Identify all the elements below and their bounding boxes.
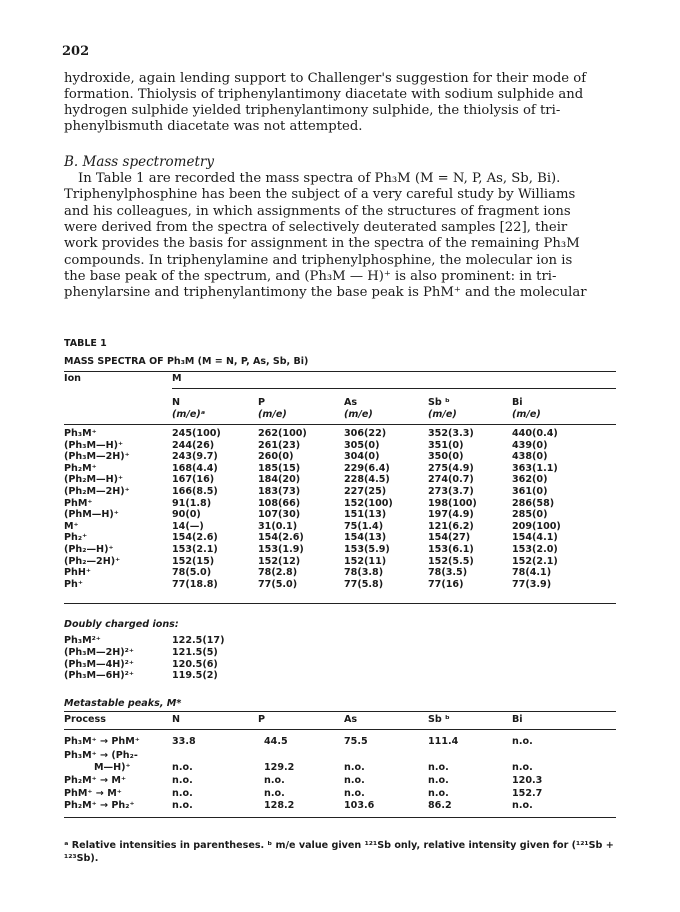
table-cell: 108(66) — [258, 497, 301, 509]
table-cell: 78(3.8) — [344, 567, 384, 579]
table-rule — [64, 817, 616, 818]
table-row-ion: PhM⁺ — [64, 497, 93, 509]
table-title: MASS SPECTRA OF Ph₃M (M = N, P, As, Sb, Bi) — [64, 356, 309, 367]
table-footnote-continued: ¹²³Sb). — [64, 853, 99, 864]
table-cell: 244(26) — [172, 439, 215, 451]
table-cell: 183(73) — [258, 486, 301, 497]
paragraph-2-line: compounds. In triphenylamine and triphenylphosphine, the molecular ion is — [64, 252, 573, 268]
doubly-charged-label: Doubly charged ions: — [64, 619, 179, 630]
paragraph-1-line: hydroxide, again lending support to Challenger's suggestion for their mode of — [64, 71, 587, 86]
table-cell: 167(16) — [172, 474, 215, 486]
table-cell: 184(20) — [258, 474, 301, 486]
table-cell: 77(3.9) — [512, 578, 552, 590]
table-cell: 152(11) — [344, 555, 387, 567]
table-cell: 77(18.8) — [172, 578, 218, 590]
metastable-header-col: N — [172, 714, 181, 725]
paragraph-1-line: phenylbismuth diacetate was not attempted. — [64, 119, 363, 134]
table-cell: 152(2.1) — [512, 555, 558, 567]
table-row-ion: (Ph₃M—H)⁺ — [64, 439, 124, 451]
table-footnote: ᵃ Relative intensities in parentheses. ᵇ m/e value given ¹²¹Sb only, relative intensity given for (¹²¹Sb + — [64, 840, 614, 851]
table-cell: 227(25) — [344, 486, 387, 497]
table-cell: 185(15) — [258, 462, 301, 474]
table-cell: 90(0) — [172, 509, 201, 521]
table-cell: 262(100) — [258, 428, 307, 439]
table-row-ion: Ph₃M⁺ — [64, 428, 97, 439]
paragraph-2-line: In Table 1 are recorded the mass spectra of Ph₃M (M = N, P, As, Sb, Bi). — [78, 171, 561, 186]
metastable-cell: n.o. — [344, 788, 365, 799]
table-cell: 168(4.4) — [172, 462, 218, 474]
table-cell: 14(—) — [172, 520, 204, 532]
metastable-row-process: Ph₂M⁺ → Ph₂⁺ — [64, 800, 135, 811]
table-cell: 209(100) — [512, 520, 561, 532]
metastable-header-process: Process — [64, 714, 106, 725]
table-row-ion: (Ph₂—H)⁺ — [64, 544, 114, 555]
doubly-row-ion: (Ph₃M—6H)²⁺ — [64, 670, 134, 682]
table-cell: 198(100) — [428, 497, 477, 509]
table-cell: 261(23) — [258, 439, 301, 451]
table-cell: 439(0) — [512, 439, 548, 451]
table-cell: 154(2.6) — [172, 532, 218, 544]
column-header: Bi — [512, 397, 523, 408]
paragraph-2-line: and his colleagues, in which assignments of the structures of fragment ions — [64, 203, 571, 219]
column-header: N — [172, 397, 181, 408]
metastable-cell: 103.6 — [344, 800, 375, 811]
doubly-row-ion: (Ph₃M—4H)²⁺ — [64, 658, 134, 670]
doubly-row-ion: Ph₃M²⁺ — [64, 635, 101, 646]
metastable-cell: 129.2 — [264, 762, 295, 773]
metastable-cell: n.o. — [428, 788, 449, 799]
table-row-ion: Ph⁺ — [64, 578, 83, 590]
doubly-row-ion: (Ph₃M—2H)²⁺ — [64, 646, 134, 658]
metastable-header-col: Bi — [512, 714, 523, 725]
metastable-cell: n.o. — [344, 775, 365, 786]
table-cell: 152(12) — [258, 555, 301, 567]
metastable-cell: n.o. — [264, 788, 285, 799]
table-cell: 78(4.1) — [512, 567, 552, 579]
paragraph-1-line: hydrogen sulphide yielded triphenylantimony sulphide, the thiolysis of tri- — [64, 103, 561, 118]
table-row-ion: (Ph₂M—H)⁺ — [64, 474, 124, 486]
metastable-cell: 86.2 — [428, 800, 452, 811]
table-cell: 245(100) — [172, 428, 221, 439]
table-row-ion: (Ph₂M—2H)⁺ — [64, 486, 130, 497]
table-cell: 362(0) — [512, 474, 548, 486]
table-cell: 91(1.8) — [172, 497, 212, 509]
paragraph-2-line: phenylarsine and triphenylantimony the base peak is PhM⁺ and the molecular — [64, 285, 587, 301]
table-cell: 305(0) — [344, 439, 380, 451]
metastable-cell: n.o. — [172, 800, 193, 811]
table-cell: 273(3.7) — [428, 486, 474, 497]
table-row-ion: (PhM—H)⁺ — [64, 509, 119, 521]
metastable-label: Metastable peaks, M* — [64, 698, 182, 709]
table-cell: 229(6.4) — [344, 462, 390, 474]
metastable-cell: 128.2 — [264, 800, 295, 811]
column-unit: (m/e) — [344, 409, 373, 420]
table-cell: 151(13) — [344, 509, 387, 521]
metastable-row-process: Ph₃M⁺ → PhM⁺ — [64, 736, 140, 747]
header-m: M — [172, 373, 182, 384]
paragraph-1-line: formation. Thiolysis of triphenylantimony diacetate with sodium sulphide and — [64, 87, 584, 102]
metastable-header-col: Sb ᵇ — [428, 714, 450, 725]
metastable-cell: 75.5 — [344, 736, 368, 747]
table-cell: 78(3.5) — [428, 567, 468, 579]
table-cell: 274(0.7) — [428, 474, 474, 486]
doubly-row-value: 120.5(6) — [172, 658, 218, 670]
table-cell: 350(0) — [428, 451, 464, 463]
table-cell: 363(1.1) — [512, 462, 558, 474]
metastable-row-process: M—H)⁺ — [94, 762, 131, 773]
table-row-ion: PhH⁺ — [64, 567, 91, 579]
table-cell: 153(6.1) — [428, 544, 474, 555]
table-row-ion: Ph₂M⁺ — [64, 462, 97, 474]
table-cell: 77(5.0) — [258, 578, 298, 590]
doubly-row-value: 121.5(5) — [172, 646, 218, 658]
table-cell: 121(6.2) — [428, 520, 474, 532]
table-cell: 77(5.8) — [344, 578, 384, 590]
table-row-ion: M⁺ — [64, 520, 79, 532]
paragraph-2-line: were derived from the spectra of selectively deuterated samples [22], their — [64, 219, 568, 235]
table-cell: 152(5.5) — [428, 555, 474, 567]
paragraph-2-line: work provides the basis for assignment in the spectra of the remaining Ph₃M — [64, 236, 580, 252]
table-cell: 154(4.1) — [512, 532, 558, 544]
table-cell: 78(2.8) — [258, 567, 298, 579]
table-cell: 154(2.6) — [258, 532, 304, 544]
section-heading: B. Mass spectrometry — [64, 154, 214, 170]
table-cell: 243(9.7) — [172, 451, 218, 463]
metastable-cell: n.o. — [172, 762, 193, 773]
table-rule — [64, 424, 616, 425]
table-label: TABLE 1 — [64, 338, 107, 349]
table-cell: 260(0) — [258, 451, 294, 463]
metastable-cell: n.o. — [172, 788, 193, 799]
metastable-row-process: PhM⁺ → M⁺ — [64, 788, 122, 799]
metastable-cell: 152.7 — [512, 788, 543, 799]
table-cell: 153(2.1) — [172, 544, 218, 555]
paragraph-2-line: the base peak of the spectrum, and (Ph₃M — H)⁺ is also prominent: in tri- — [64, 268, 557, 284]
doubly-row-value: 122.5(17) — [172, 635, 225, 646]
table-cell: 440(0.4) — [512, 428, 558, 439]
table-cell: 285(0) — [512, 509, 548, 521]
metastable-cell: n.o. — [428, 762, 449, 773]
column-header: P — [258, 397, 266, 408]
table-cell: 304(0) — [344, 451, 380, 463]
table-cell: 286(58) — [512, 497, 555, 509]
table-cell: 197(4.9) — [428, 509, 474, 521]
metastable-cell: 33.8 — [172, 736, 196, 747]
table-cell: 438(0) — [512, 451, 548, 463]
page-number: 202 — [62, 44, 90, 59]
table-cell: 275(4.9) — [428, 462, 474, 474]
table-cell: 228(4.5) — [344, 474, 390, 486]
metastable-row-process: Ph₂M⁺ → M⁺ — [64, 775, 127, 786]
header-ion: Ion — [64, 373, 81, 384]
metastable-header-col: As — [344, 714, 358, 725]
table-rule — [172, 388, 616, 389]
table-rule — [64, 371, 616, 372]
table-cell: 351(0) — [428, 439, 464, 451]
column-unit: (m/e) — [428, 409, 457, 420]
table-cell: 154(13) — [344, 532, 387, 544]
table-row-ion: (Ph₂—2H)⁺ — [64, 555, 121, 567]
table-cell: 352(3.3) — [428, 428, 474, 439]
table-cell: 31(0.1) — [258, 520, 298, 532]
table-cell: 153(5.9) — [344, 544, 390, 555]
column-header: As — [344, 397, 358, 408]
table-row-ion: (Ph₃M—2H)⁺ — [64, 451, 130, 463]
table-cell: 152(15) — [172, 555, 215, 567]
table-cell: 153(1.9) — [258, 544, 304, 555]
metastable-row-process: Ph₃M⁺ → (Ph₂- — [64, 750, 138, 761]
table-cell: 107(30) — [258, 509, 301, 521]
metastable-cell: n.o. — [512, 736, 533, 747]
metastable-cell: n.o. — [344, 762, 365, 773]
table-rule — [64, 711, 616, 712]
column-header: Sb ᵇ — [428, 397, 450, 408]
table-cell: 75(1.4) — [344, 520, 384, 532]
column-unit: (m/e) — [258, 409, 287, 420]
doubly-row-value: 119.5(2) — [172, 670, 218, 682]
metastable-cell: 111.4 — [428, 736, 459, 747]
metastable-cell: n.o. — [172, 775, 193, 786]
metastable-cell: n.o. — [512, 800, 533, 811]
table-cell: 306(22) — [344, 428, 387, 439]
metastable-cell: 44.5 — [264, 736, 288, 747]
table-row-ion: Ph₂⁺ — [64, 532, 88, 544]
table-cell: 166(8.5) — [172, 486, 218, 497]
table-rule — [64, 729, 616, 730]
table-cell: 152(100) — [344, 497, 393, 509]
column-unit: (m/e)ᵃ — [172, 409, 206, 420]
column-unit: (m/e) — [512, 409, 541, 420]
metastable-cell: 120.3 — [512, 775, 543, 786]
table-rule — [64, 603, 616, 604]
table-cell: 153(2.0) — [512, 544, 558, 555]
metastable-cell: n.o. — [264, 775, 285, 786]
table-cell: 77(16) — [428, 578, 464, 590]
metastable-cell: n.o. — [428, 775, 449, 786]
metastable-header-col: P — [258, 714, 266, 725]
table-cell: 361(0) — [512, 486, 548, 497]
table-cell: 154(27) — [428, 532, 471, 544]
table-cell: 78(5.0) — [172, 567, 212, 579]
paragraph-2-line: Triphenylphosphine has been the subject of a very careful study by Williams — [64, 187, 576, 203]
metastable-cell: n.o. — [512, 762, 533, 773]
